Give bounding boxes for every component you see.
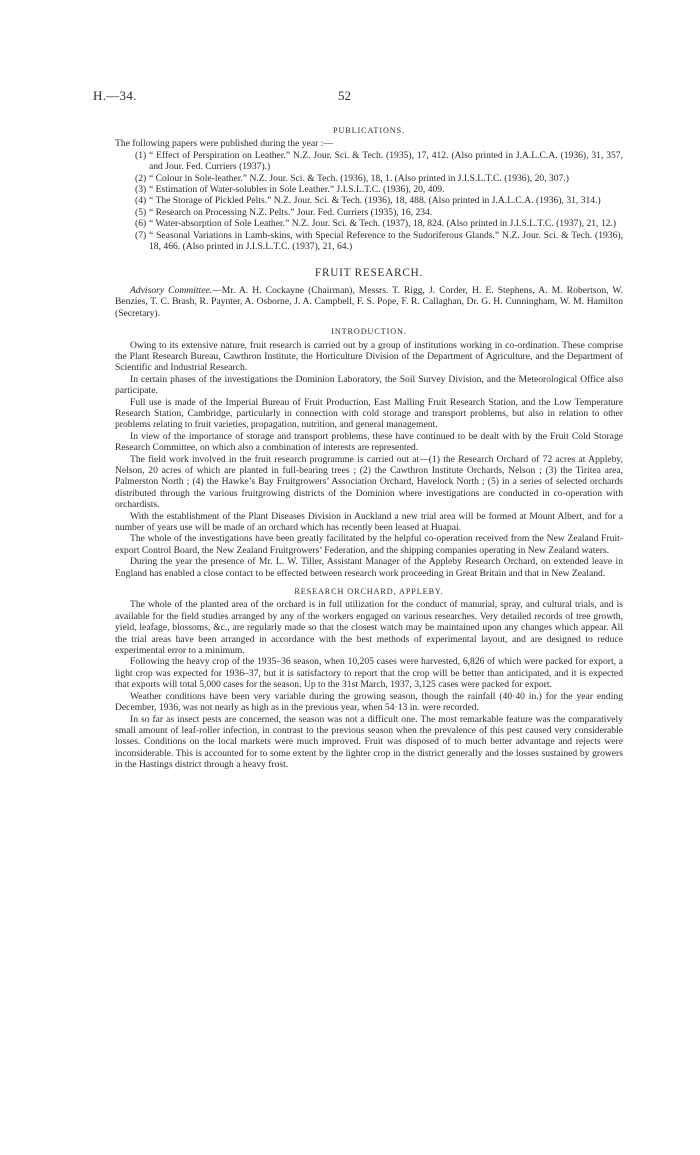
publication-text: “ Effect of Perspiration on Leather.” N.Z. Jour. Sci. & Tech. (1935), 17, 412. (Also printed in J.A.L.C.A. (1936), 31, 357, and Jour. Fed. Curriers (1937).) (149, 149, 623, 173)
page-number: 52 (338, 88, 351, 103)
publication-number: (5) (135, 206, 147, 218)
publication-text: “ Water-absorption of Sole Leather.” N.Z. Jour. Sci. & Tech. (1937), 18, 824. (Also printed in J.I.S.L.T.C. (1937), 21, 12.) (149, 218, 617, 230)
publications-intro: The following papers were published during the year :— (115, 138, 333, 150)
paragraph: Following the heavy crop of the 1935–36 season, when 10,205 cases were harvested, 6,826 of which were packed for export, a light crop was expected for 1936–37, but it is satisfactory to report that the crop will be better than anticipated, and it is expected that exports will total 5,000 cases for the season. Up to the 31st March, 1937, 3,125 cases were packed for export. (115, 656, 623, 691)
paragraph: During the year the presence of Mr. L. W. Tiller, Assistant Manager of the Appleby Research Orchard, on extended leave in England has enabled a close contact to be effected between research work proceeding in Great Britain and that in New Zealand. (115, 556, 623, 579)
publication-item (115, 150, 623, 173)
research-orchard-heading: RESEARCH ORCHARD, APPLEBY. (294, 587, 444, 597)
introduction-heading: INTRODUCTION. (331, 327, 407, 337)
paragraph: The whole of the planted area of the orchard is in full utilization for the conduct of manurial, spray, and cultural trials, and is available for the field studies arranged by any of the workers engaged on various researches. Very detailed records of tree growth, yield, leafage, blossoms, &c., are regularly made so that the closest watch may be maintained upon any changes which appear. All the trial areas have been arranged in accordance with the best methods of experimental layout, and are designed to reduce experimental error to a minimum. (115, 599, 623, 657)
committee-label: Advisory Committee. (130, 284, 213, 296)
publication-number: (1) (135, 149, 147, 161)
publication-number: (7) (135, 229, 147, 241)
paragraph: Owing to its extensive nature, fruit research is carried out by a group of institutions working in co-ordination. These comprise the Plant Research Bureau, Cawthron Institute, the Horticulture Division of the Department of Agriculture, and the Department of Scientific and Industrial Research. (115, 339, 623, 374)
paragraph: In so far as insect pests are concerned, the season was not a difficult one. The most remarkable feature was the comparatively small amount of leaf-roller infection, in contrast to the previous season when the prevalence of this pest caused very considerable losses. Conditions on the local markets were much improved. Fruit was disposed of to much better advantage and rejects were inconsiderable. This is accounted for to some extent by the lighter crop in the district generally and the losses sustained by growers in the Hastings district through a heavy frost. (115, 713, 623, 771)
paragraph: With the establishment of the Plant Diseases Division in Auckland a new trial area will be formed at Mount Albert, and for a number of years use will be made of an orchard which has recently been leased at Huapai. (115, 510, 623, 533)
publication-number: (3) (135, 184, 147, 196)
paragraph: In view of the importance of storage and transport problems, these have continued to be dealt with by the Fruit Cold Storage Research Committee, on which also a combination of interests are represented. (115, 430, 623, 454)
publication-item (115, 195, 623, 206)
publication-text: “ Estimation of Water-solubles in Sole Leather.” J.I.S.L.T.C. (1936), 20, 409. (149, 184, 445, 196)
publications-heading: PUBLICATIONS. (333, 126, 405, 135)
publication-text: “ Seasonal Variations in Lamb-skins, with Special Reference to the Sudoriferous Glands.” N.Z. Jour. Sci. & Tech. (1936), 18, 466. (Also printed in J.I.S.L.T.C. (1937), 21, 64.) (149, 229, 623, 253)
publication-text: “ The Storage of Pickled Pelts.” N.Z. Jour. Sci. & Tech. (1936), 18, 488. (Also printed in J.A.L.C.A. (1936), 31, 314.) (149, 195, 601, 207)
committee-members: —Mr. A. H. Cockayne (Chairman), Messrs. T. Rigg, J. Corder, H. E. Stephens, A. M. Robertson, W. Benzies, T. C. Brash, R. Paynter, A. Osborne, J. A. Campbell, F. S. Pope, F. R. Callaghan, Dr. G. H. Cunningham, W. M. Hamilton (Secretary). (115, 284, 623, 319)
paragraph: Weather conditions have been very variable during the growing season, though the rainfall (40·40 in.) for the year ending December, 1936, was not nearly as high as in the previous year, when 54·13 in. were recorded. (115, 690, 623, 714)
publication-text: “ Colour in Sole-leather.” N.Z. Jour. Sci. & Tech. (1936), 18, 1. (Also printed in J.I.S.L.T.C. (1936), 20, 307.) (149, 172, 569, 184)
publication-item (115, 207, 623, 218)
page-reference: H.—34. (93, 88, 137, 103)
paragraph: In certain phases of the investigations the Dominion Laboratory, the Soil Survey Division, and the Meteorological Office also participate. (115, 373, 623, 397)
publication-number: (4) (135, 195, 147, 207)
fruit-research-heading: FRUIT RESEARCH. (314, 267, 424, 280)
publications-list (115, 150, 623, 253)
publication-item (115, 173, 623, 184)
publication-number: (6) (135, 218, 147, 230)
advisory-committee (115, 285, 623, 319)
paragraph: The whole of the investigations have been greatly facilitated by the helpful co-operation received from the New Zealand Fruit-export Control Board, the New Zealand Fruitgrowers’ Federation, and the shipping companies operating in New Zealand waters. (115, 533, 623, 556)
page-body (115, 121, 623, 771)
publication-item (115, 230, 623, 253)
paragraph: The field work involved in the fruit research programme is carried out at—(1) the Research Orchard of 72 acres at Appleby, Nelson, 20 acres of which are planted in full-bearing trees ; (2) the Cawthron Institute Orchards, Nelson ; (3) the Tiritea area, Palmerston North ; (4) the Hawke’s Bay Fruitgrowers’ Association Orchard, Havelock North ; (5) in a series of selected orchards distributed through the various fruitgrowing districts of the Dominion where investigations are conducted in co-operation with orchardists. (115, 453, 623, 511)
publication-text: “ Research on Processing N.Z. Pelts.” Jour. Fed. Curriers (1935), 16, 234. (149, 206, 433, 218)
publication-number: (2) (135, 172, 147, 184)
paragraph: Full use is made of the Imperial Bureau of Fruit Production, East Malling Fruit Research Station, and the Low Temperature Research Station, Cambridge, particularly in connection with cold storage and transport problems, but also in relation to other problems relating to fruit varieties, propagation, nutrition, and general management. (115, 396, 623, 431)
publication-item (115, 184, 623, 195)
publication-item (115, 218, 623, 229)
